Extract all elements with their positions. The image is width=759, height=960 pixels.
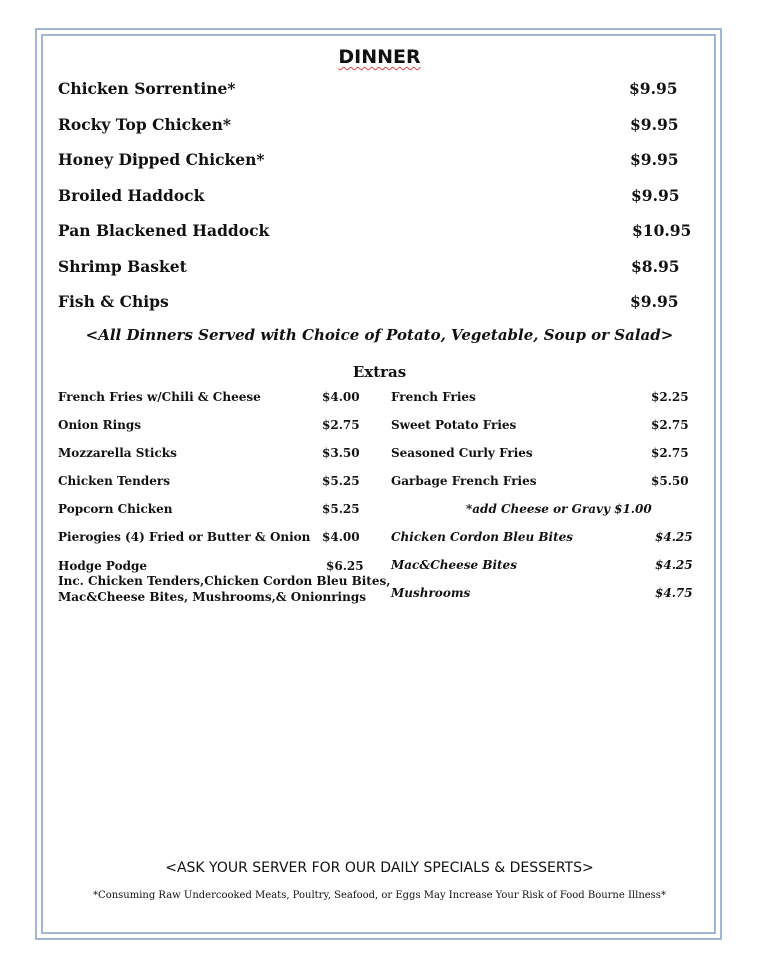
extras-item-name: Pierogies (4) Fried or Butter & Onion bbox=[58, 530, 311, 544]
extras-item-price: $5.25 bbox=[322, 502, 360, 516]
extras-item-name: Onion Rings bbox=[58, 418, 142, 432]
extras-item-price: $2.75 bbox=[651, 446, 689, 460]
dinner-item-price: $9.95 bbox=[630, 150, 679, 169]
extras-item-name: Seasoned Curly Fries bbox=[391, 446, 533, 460]
extras-item-name: Chicken Cordon Bleu Bites bbox=[391, 530, 574, 544]
extras-item-name: Garbage French Fries bbox=[391, 474, 537, 488]
extras-item-price: $4.00 bbox=[322, 390, 360, 404]
food-safety-warning: *Consuming Raw Undercooked Meats, Poultry, Seafood, or Eggs May Increase Your Risk of Food Bourne Illness* bbox=[93, 890, 666, 901]
dinner-item-price: $9.95 bbox=[631, 186, 680, 205]
hodge-podge-description: Inc. Chicken Tenders,Chicken Cordon Bleu Bites, bbox=[58, 574, 391, 588]
dinner-item-name: Pan Blackened Haddock bbox=[58, 221, 270, 240]
add-cheese-gravy-note: *add Cheese or Gravy $1.00 bbox=[466, 502, 652, 516]
extras-item-price: $6.25 bbox=[326, 559, 364, 573]
extras-item-price: $4.75 bbox=[655, 586, 693, 600]
dinner-item-price: $9.95 bbox=[630, 115, 679, 134]
dinner-item-name: Fish & Chips bbox=[58, 292, 169, 311]
extras-item-price: $4.00 bbox=[322, 530, 360, 544]
extras-item-price: $2.75 bbox=[651, 418, 689, 432]
extras-item-price: $3.50 bbox=[322, 446, 360, 460]
extras-item-price: $2.75 bbox=[322, 418, 360, 432]
dinner-item-name: Rocky Top Chicken* bbox=[58, 115, 232, 134]
dinner-note: <All Dinners Served with Choice of Potato, Vegetable, Soup or Salad> bbox=[85, 326, 674, 344]
dinner-item-price: $9.95 bbox=[629, 79, 678, 98]
extras-item-price: $5.50 bbox=[651, 474, 689, 488]
extras-heading: Extras bbox=[352, 363, 407, 381]
hodge-podge-description: Mac&Cheese Bites, Mushrooms,& Onionrings bbox=[58, 590, 366, 604]
ask-server-note: <ASK YOUR SERVER FOR OUR DAILY SPECIALS & DESSERTS> bbox=[165, 860, 594, 876]
extras-item-name: Mozzarella Sticks bbox=[58, 446, 177, 460]
extras-item-price: $5.25 bbox=[322, 474, 360, 488]
extras-item-name: Popcorn Chicken bbox=[58, 502, 173, 516]
extras-item-name: French Fries bbox=[391, 390, 476, 404]
dinner-item-price: $8.95 bbox=[631, 257, 680, 276]
dinner-item-name: Shrimp Basket bbox=[58, 257, 187, 276]
dinner-item-price: $10.95 bbox=[632, 221, 692, 240]
extras-item-name: Mushrooms bbox=[391, 586, 471, 600]
extras-item-name: Sweet Potato Fries bbox=[391, 418, 517, 432]
menu-title: DINNER bbox=[338, 46, 421, 68]
extras-item-name: Mac&Cheese Bites bbox=[391, 558, 517, 572]
extras-item-price: $4.25 bbox=[655, 558, 693, 572]
extras-item-name: French Fries w/Chili & Cheese bbox=[58, 390, 261, 404]
dinner-item-name: Chicken Sorrentine* bbox=[58, 79, 236, 98]
dinner-item-name: Broiled Haddock bbox=[58, 186, 205, 205]
dinner-item-price: $9.95 bbox=[630, 292, 679, 311]
extras-item-name: Hodge Podge bbox=[58, 559, 148, 573]
extras-item-price: $4.25 bbox=[655, 530, 693, 544]
dinner-item-name: Honey Dipped Chicken* bbox=[58, 150, 265, 169]
extras-item-price: $2.25 bbox=[651, 390, 689, 404]
extras-item-name: Chicken Tenders bbox=[58, 474, 171, 488]
